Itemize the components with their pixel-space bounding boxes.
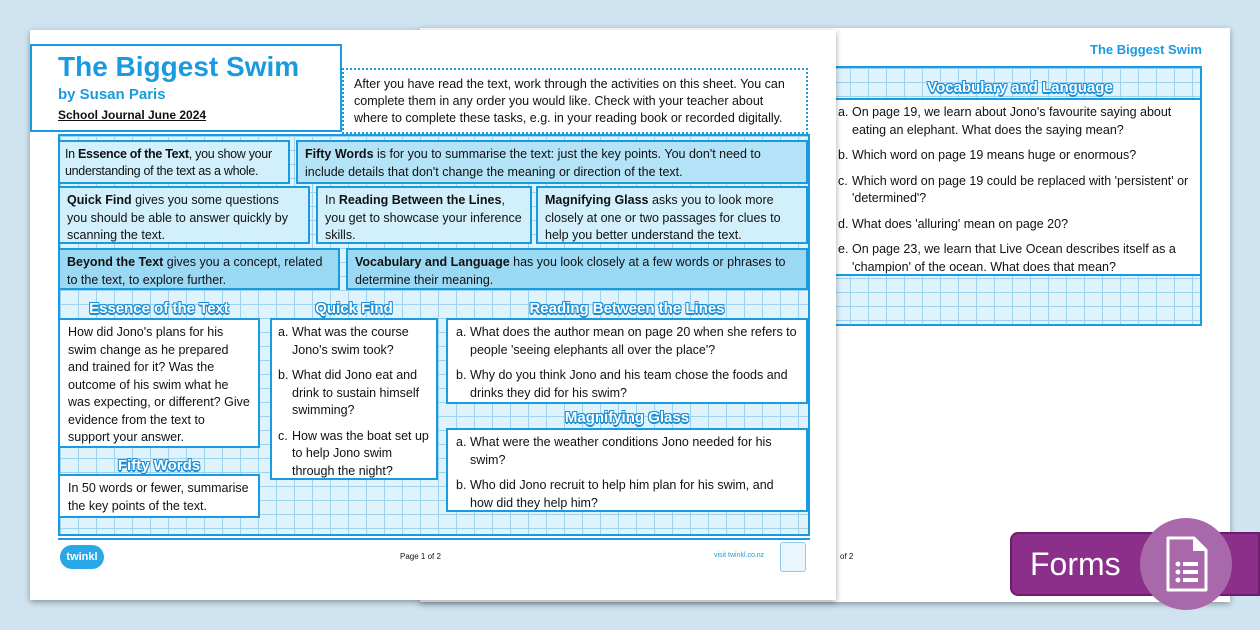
worksheet-page-1 <box>30 30 836 600</box>
page2-footer-page: of 2 <box>840 552 854 561</box>
fifty-box: In 50 words or fewer, summarise the key points of the text. <box>58 474 260 518</box>
question-text: What was the course Jono's swim took? <box>292 325 409 357</box>
quick-list <box>278 324 430 480</box>
question-letter: c. <box>838 173 848 188</box>
essence-box: How did Jono's plans for his swim change as he prepared and trained for it? Was the outcome of his swim what he was expecting, or different? Give evidence from the text to support your answer. <box>58 318 260 448</box>
question-text: What does the author mean on page 20 when she refers to people 'seeing elephants all over the place'? <box>470 325 797 357</box>
question-text: Which word on page 19 could be replaced with 'persistent' or 'determined'? <box>852 173 1189 205</box>
reading-heading: Reading Between the Lines <box>529 300 725 317</box>
question-item <box>278 324 430 359</box>
info-beyond <box>58 248 340 290</box>
info-bold: Magnifying Glass <box>545 193 649 207</box>
quality-badge-icon <box>780 542 806 572</box>
question-text: How was the boat set up to help Jono swim through the night? <box>292 428 429 478</box>
info-bold: Beyond the Text <box>67 255 164 269</box>
page-number: Page 1 of 2 <box>400 552 441 561</box>
question-item <box>456 434 798 469</box>
question-text: On page 23, we learn that Live Ocean describes itself as a 'champion' of the ocean. What does that mean? <box>852 242 1176 274</box>
info-quick <box>58 186 310 244</box>
question-item <box>456 324 798 359</box>
question-letter: b. <box>456 368 467 382</box>
source: School Journal June 2024 <box>58 108 207 122</box>
question-text: Why do you think Jono and his team chose the foods and drinks they did for his swim? <box>470 368 788 400</box>
question-letter: a. <box>278 325 289 339</box>
vocab-heading: Vocabulary and Language <box>927 79 1113 96</box>
magnify-heading: Magnifying Glass <box>564 409 690 426</box>
question-letter: b. <box>838 148 849 162</box>
question-letter: a. <box>456 435 467 449</box>
question-letter: e. <box>838 242 849 256</box>
question-item <box>838 173 1194 208</box>
vocab-box <box>830 98 1202 276</box>
info-text: gives you a concept, related to the text, to explore further. <box>67 255 323 287</box>
forms-label: Forms <box>1030 546 1121 582</box>
info-text: has you look closely at a few words or phrases to determine their meaning. <box>355 255 786 287</box>
vocab-list <box>838 104 1194 276</box>
footer-divider <box>58 538 810 540</box>
question-item <box>278 367 430 420</box>
forms-document-icon <box>1140 518 1232 610</box>
forms-icon-circle <box>1140 518 1232 610</box>
info-text: , you get to showcase your inference skills. <box>325 193 522 242</box>
question-text: On page 19, we learn about Jono's favourite saying about eating an elephant. What does the saying mean? <box>852 105 1172 137</box>
question-letter: a. <box>456 325 467 339</box>
reading-list <box>456 324 798 402</box>
info-text: gives you some questions you should be able to answer quickly by scanning the text. <box>67 193 288 242</box>
info-magnify <box>536 186 808 244</box>
question-letter: b. <box>278 368 289 382</box>
info-vocab <box>346 248 808 290</box>
magnify-box <box>446 428 808 512</box>
question-letter: c. <box>278 428 288 443</box>
question-text: What did Jono eat and drink to sustain himself swimming? <box>292 368 420 417</box>
question-text: Who did Jono recruit to help him plan for his swim, and how did they help him? <box>470 478 774 510</box>
quick-box <box>270 318 438 480</box>
info-bold: Quick Find <box>67 193 132 207</box>
page2-title: The Biggest Swim <box>1090 42 1202 57</box>
title-box <box>30 44 342 132</box>
reading-box <box>446 318 808 404</box>
info-bold: Fifty Words <box>305 147 374 161</box>
essence-heading: Essence of the Text <box>89 300 229 317</box>
twinkl-logo <box>60 545 104 569</box>
question-item <box>278 428 430 481</box>
question-item <box>456 367 798 402</box>
question-item <box>456 477 798 512</box>
magnify-list <box>456 434 798 512</box>
quick-heading: Quick Find <box>315 300 393 317</box>
info-text: is for you to summarise the text: just the key points. You don't need to include details that don't change the meaning or direction of the text. <box>305 147 761 179</box>
question-item <box>838 241 1194 276</box>
question-text: What were the weather conditions Jono needed for his swim? <box>470 435 772 467</box>
info-text: In <box>325 193 339 207</box>
question-item <box>838 104 1194 139</box>
info-fifty <box>296 140 808 184</box>
question-text: What does 'alluring' mean on page 20? <box>852 216 1069 231</box>
question-letter: d. <box>838 216 849 231</box>
intro-box: After you have read the text, work through the activities on this sheet. You can complete them in any order you would like. Check with your teacher about where to complete these tasks, e.g. in your reading book or recorded digitally. <box>342 68 808 134</box>
question-letter: b. <box>456 478 467 492</box>
info-essence <box>58 140 290 184</box>
page-title: The Biggest Swim <box>58 51 300 82</box>
info-bold: Essence of the Text <box>78 147 189 161</box>
question-text: Which word on page 19 means huge or enormous? <box>852 148 1137 162</box>
question-letter: a. <box>838 105 849 119</box>
info-text: , you show your understanding of the text as a whole. <box>65 147 272 178</box>
info-reading <box>316 186 532 244</box>
info-text: In <box>65 147 78 161</box>
author: by Susan Paris <box>58 86 166 103</box>
question-item <box>838 216 1194 234</box>
info-text: asks you to look more closely at one or two passages for clues to help you better understand the text. <box>545 193 781 242</box>
logo-text: twinkl <box>66 551 98 563</box>
info-bold: Reading Between the Lines <box>338 193 502 207</box>
question-item <box>838 147 1194 165</box>
info-bold: Vocabulary and Language <box>355 255 510 269</box>
fifty-heading: Fifty Words <box>117 457 201 474</box>
footer-url[interactable]: visit twinkl.co.nz <box>714 552 765 559</box>
